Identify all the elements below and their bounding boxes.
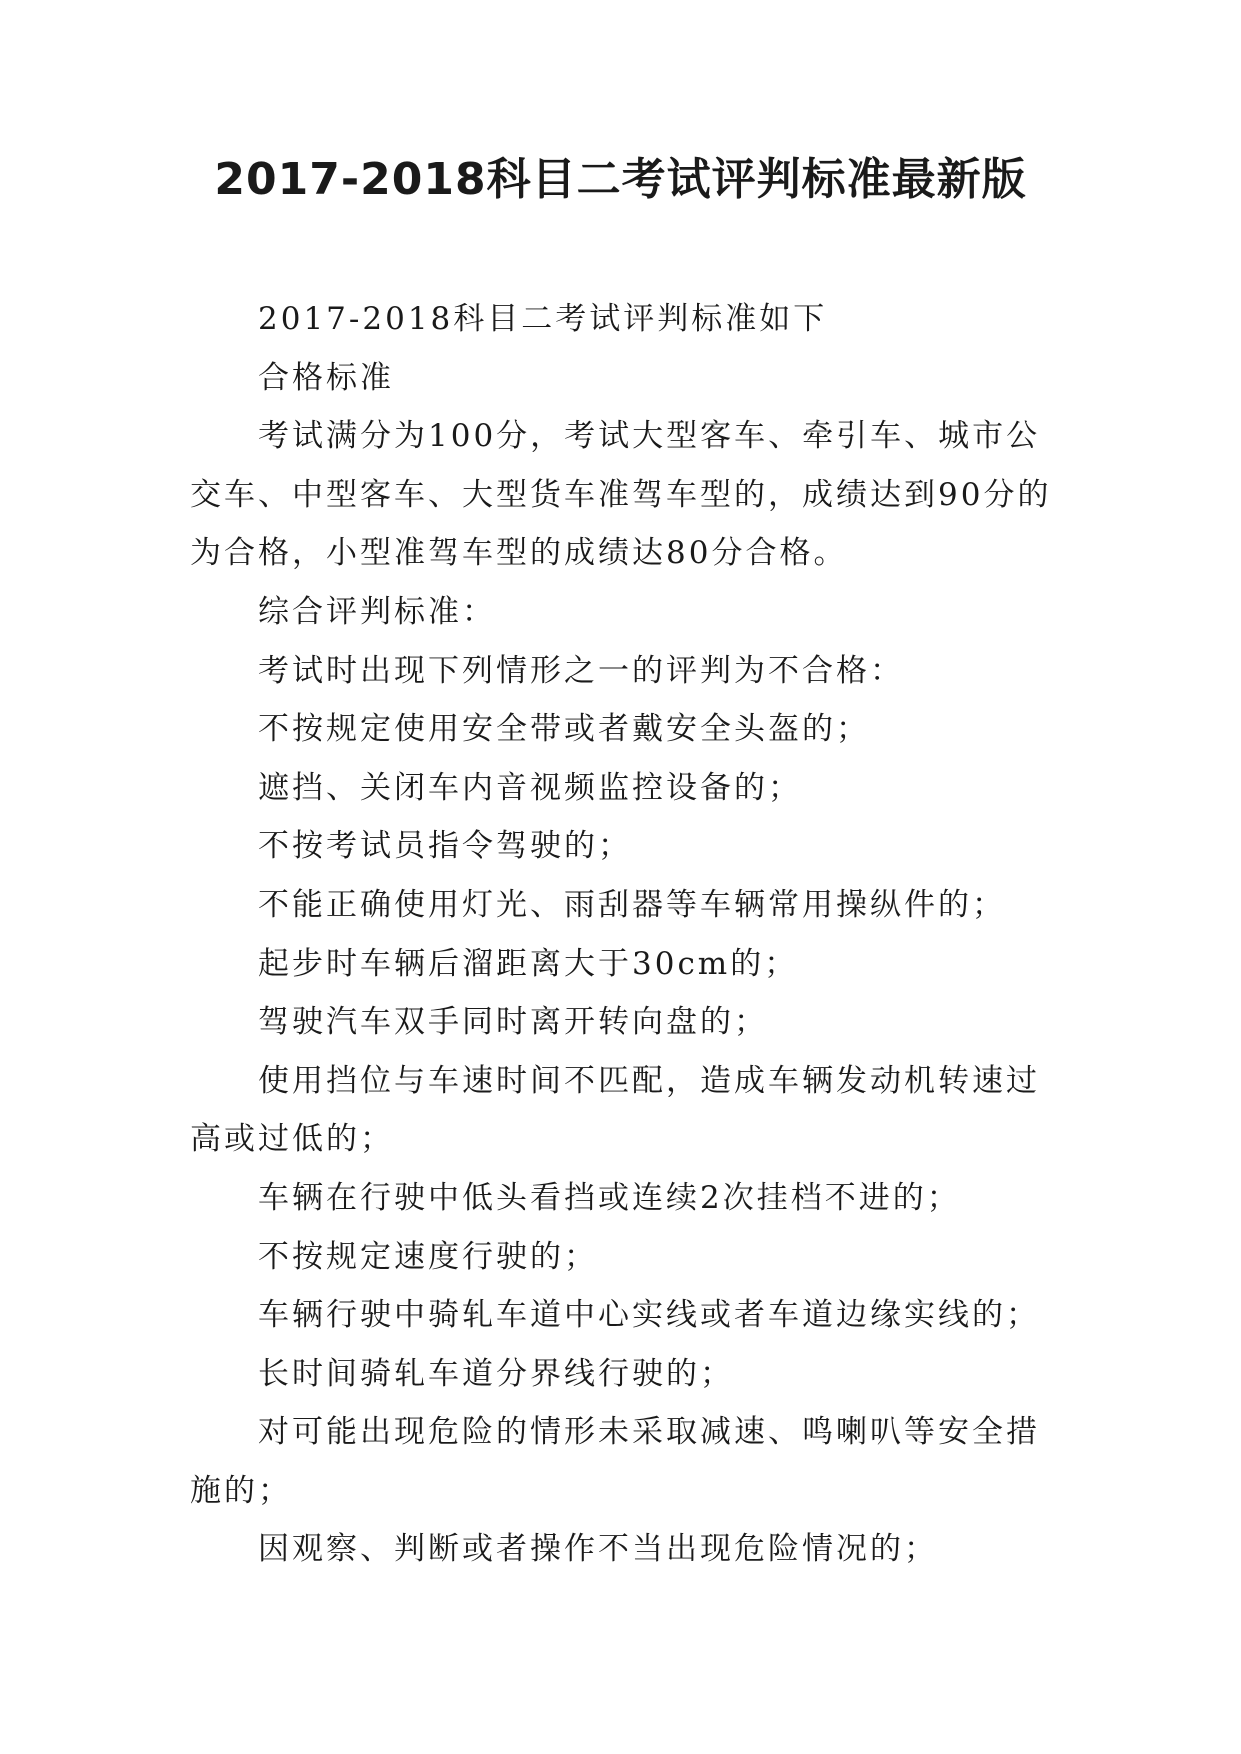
paragraph-fail-intro: 考试时出现下列情形之一的评判为不合格： [258,652,904,689]
paragraph-pass-standard-heading: 合格标准 [258,359,394,396]
list-item: 不按规定使用安全带或者戴安全头盔的； [258,711,870,748]
list-item: 车辆在行驶中低头看挡或连续2次挂档不进的； [258,1179,961,1216]
list-item: 不能正确使用灯光、雨刮器等车辆常用操纵件的； [258,886,1006,923]
list-item: 不按考试员指令驾驶的； [258,828,632,865]
list-item: 不按规定速度行驶的； [258,1238,598,1275]
list-item: 长时间骑轧车道分界线行驶的； [258,1355,734,1392]
list-item: 遮挡、关闭车内音视频监控设备的； [258,769,802,806]
paragraph-overall-heading: 综合评判标准： [258,593,496,630]
document-body [190,290,1058,1579]
list-item: 因观察、判断或者操作不当出现危险情况的； [258,1531,938,1568]
paragraph-intro: 2017-2018科目二考试评判标准如下 [258,301,828,337]
list-item: 对可能出现危险的情形未采取减速、鸣喇叭等安全措施的； [190,1414,1040,1509]
list-item: 起步时车辆后溜距离大于30cm的； [258,945,799,982]
list-item: 使用挡位与车速时间不匹配，造成车辆发动机转速过高或过低的； [190,1062,1040,1158]
paragraph-pass-standard: 考试满分为100分，考试大型客车、牵引车、城市公交车、中型客车、大型货车准驾车型的，成绩达到90分的为合格，小型准驾车型的成绩达80分合格。 [190,418,1052,572]
list-item: 驾驶汽车双手同时离开转向盘的； [258,1004,768,1041]
list-item: 车辆行驶中骑轧车道中心实线或者车道边缘实线的； [258,1297,1040,1334]
document-title: 2017-2018科目二考试评判标准最新版 [214,154,1027,205]
